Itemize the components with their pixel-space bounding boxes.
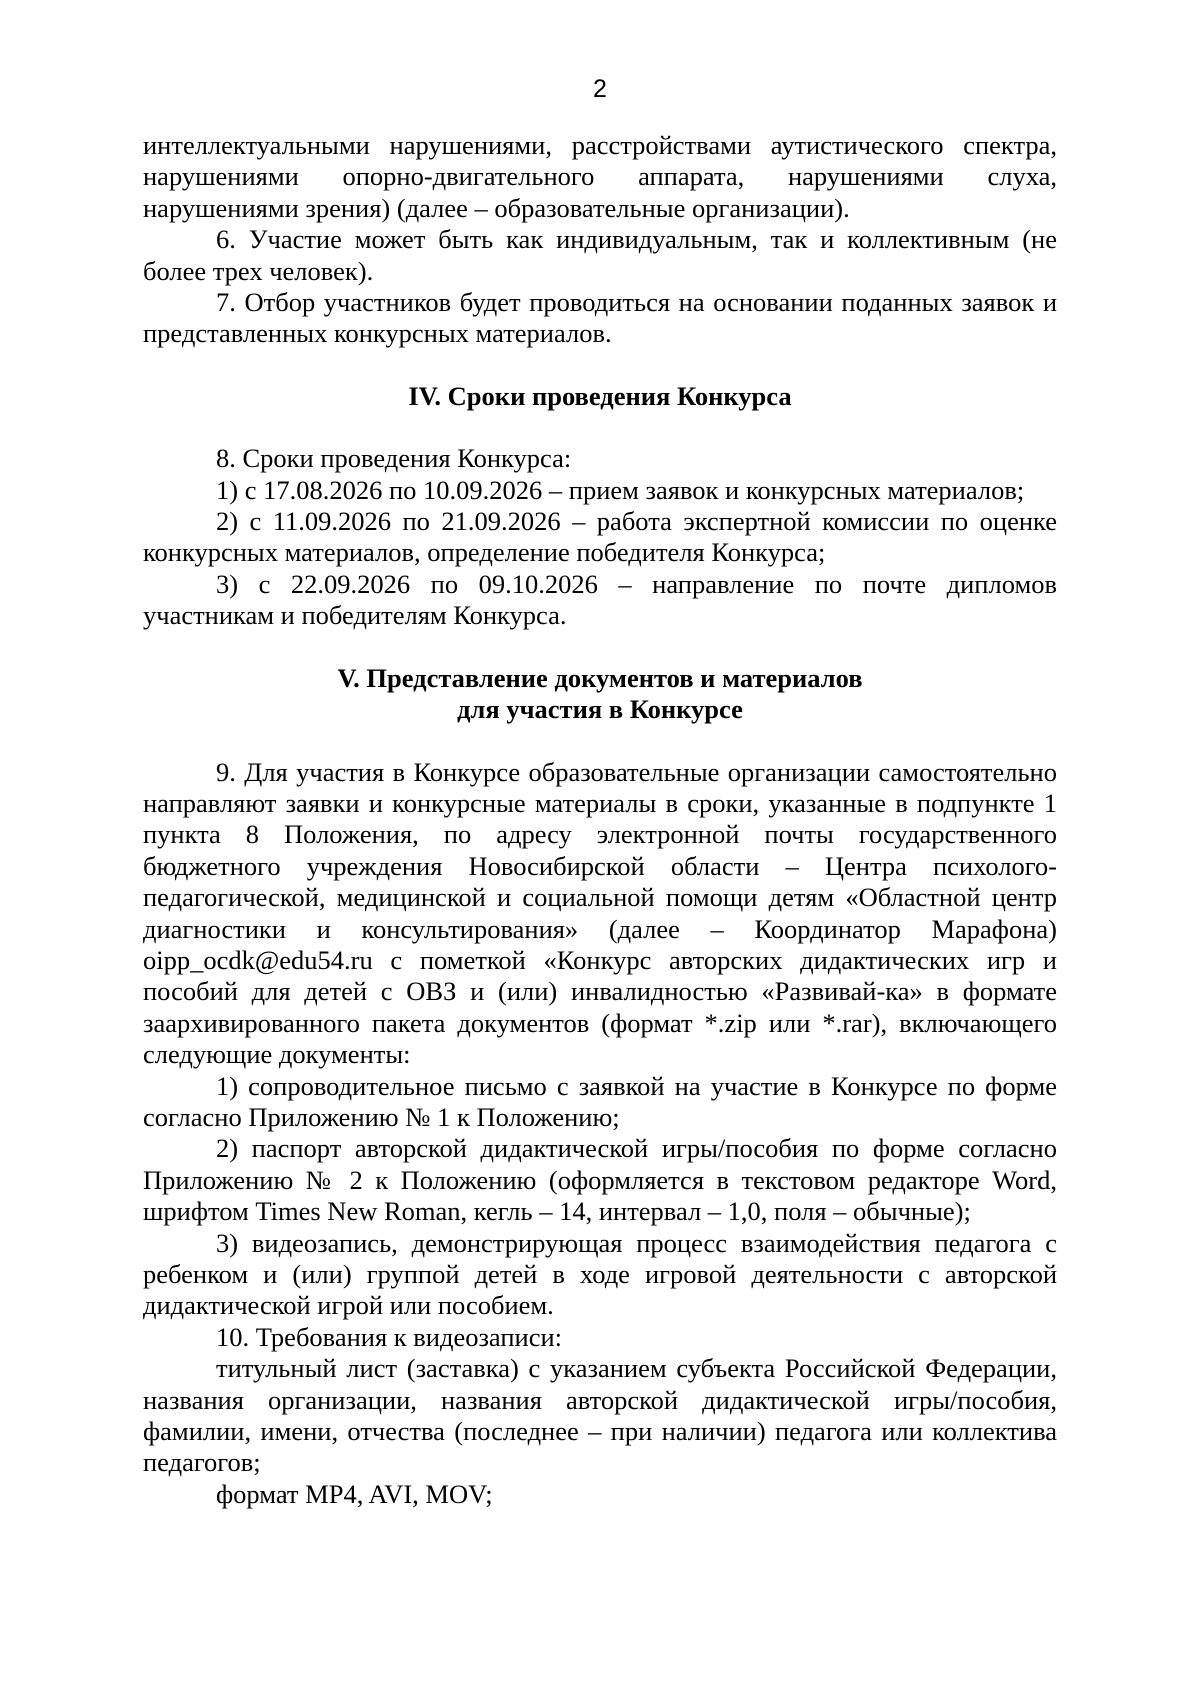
paragraph-item-8-3: 3) с 22.09.2026 по 09.10.2026 – направление по почте дипломов участникам и победителям Конкурса. [143,568,1057,631]
paragraph-item-10-title: титульный лист (заставка) с указанием субъекта Российской Федерации, названия организации, названия авторской дидактической игры/пособия, фамилии, имени, отчества (последнее – при наличии) педагога или коллектива педагогов; [143,1353,1057,1478]
document-body [143,130,1057,1510]
paragraph-item-7: 7. Отбор участников будет проводиться на основании поданных заявок и представленных конкурсных материалов. [143,287,1057,349]
paragraph-item-10: 10. Требования к видеозаписи: [216,1321,563,1352]
paragraph-item-8-2: 2) с 11.09.2026 по 21.09.2026 – работа экспертной комиссии по оценке конкурсных материалов, определение победителя Конкурса; [143,506,1057,568]
paragraph-item-9: 9. Для участия в Конкурсе образовательные организации самостоятельно направляют заявки и конкурсные материалы в сроки, указанные в подпункте 1 пункта 8 Положения, по адресу электронной почты государственного бюджетного учреждения Новосибирской области – Центра психолого-педагогической, медицинской и социальной помощи детям «Областной центр диагностики и консультирования» (далее – Координатор Марафона) oipp_ocdk@edu54.ru с пометкой «Конкурс авторских дидактических игр и пособий для детей с ОВЗ и (или) инвалидностью «Развивай-ка» в формате заархивированного пакета документов (формат *.zip или *.rar), включающего следующие документы: [143,756,1057,1070]
paragraph-item-9-1: 1) сопроводительное письмо с заявкой на участие в Конкурсе по форме согласно Приложению № 1 к Положению; [143,1070,1057,1132]
section-heading-v-line1: V. Представление документов и материалов [337,662,863,693]
paragraph-item-10-format: формат MP4, AVI, MOV; [216,1478,493,1509]
paragraph-item-8: 8. Сроки проведения Конкурса: [216,443,572,474]
paragraph-item-6: 6. Участие может быть как индивидуальным, так и коллективным (не более трех человек). [143,224,1057,286]
section-heading-v [143,663,1057,726]
section-heading-iv: IV. Сроки проведения Конкурса [408,380,792,411]
paragraph-item-8-1: 1) с 17.08.2026 по 10.09.2026 – прием заявок и конкурсных материалов; [216,474,1025,505]
section-heading-v-line2: для участия в Конкурсе [457,694,743,725]
paragraph-item-9-2: 2) паспорт авторской дидактической игры/пособия по форме согласно Приложению № 2 к Положению (оформляется в текстовом редакторе Word, шрифтом Times New Roman, кегль – 14, интервал – 1,0, поля – обычные); [143,1133,1057,1227]
page-number: 2 [593,75,607,103]
paragraph-continuation: интеллектуальными нарушениями, расстройствами аутистического спектра, нарушениями опорно-двигательного аппарата, нарушениями слуха, нарушениями зрения) (далее – образовательные организации). [143,130,1057,223]
paragraph-item-9-3: 3) видеозапись, демонстрирующая процесс взаимодействия педагога с ребенком и (или) группой детей в ходе игровой деятельности с авторской дидактической игрой или пособием. [143,1227,1057,1321]
